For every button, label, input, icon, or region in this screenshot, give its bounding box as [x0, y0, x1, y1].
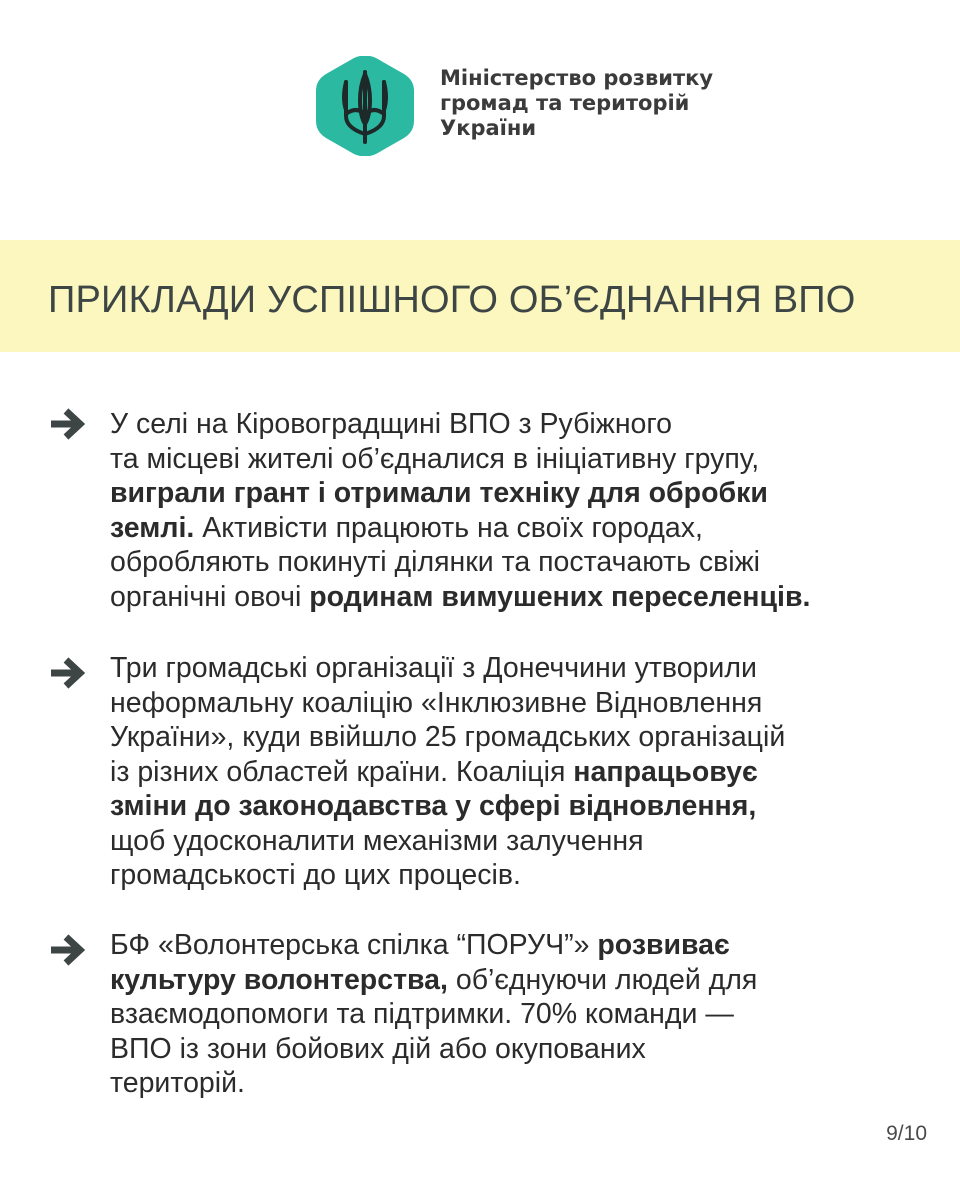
- text-line: [110, 789, 910, 824]
- bold-text: зміни до законодавства у сфері відновлення,: [110, 790, 757, 822]
- text-line: [110, 997, 910, 1032]
- text-run: органічні овочі: [110, 580, 310, 613]
- text-line: [110, 511, 910, 546]
- text-line: [110, 858, 910, 893]
- text-line: [110, 824, 910, 859]
- bold-text: виграли грант і отримали техніку для обробки: [110, 477, 768, 509]
- text-line: [110, 755, 910, 790]
- text-run: неформальну коаліцію «Інклюзивне Відновлення: [110, 686, 763, 719]
- text-run: обробляють покинуті ділянки та постачають свіжі: [110, 546, 760, 578]
- text-run: БФ «Волонтерська спілка “ПОРУЧ”»: [110, 929, 598, 961]
- text-line: [110, 963, 910, 998]
- text-run: громадськості до цих процесів.: [110, 859, 521, 891]
- text-run: ВПО із зони бойових дій або окупованих: [110, 1032, 646, 1065]
- arrow-right-icon: [48, 656, 86, 690]
- text-line: [110, 1066, 910, 1101]
- list-item-text: [110, 407, 910, 614]
- ministry-name-line: громад та територій: [440, 91, 690, 115]
- ministry-name: [440, 66, 713, 141]
- text-line: [110, 651, 910, 686]
- page-title: ПРИКЛАДИ УСПІШНОГО ОБ’ЄДНАННЯ ВПО: [48, 279, 856, 321]
- arrow-right-icon: [48, 933, 86, 967]
- page-number: 9/10: [886, 1122, 927, 1145]
- bold-text: розвиває: [597, 929, 730, 961]
- text-line: [110, 476, 910, 511]
- text-line: [110, 1032, 910, 1067]
- list-item-text: [110, 928, 910, 1101]
- text-run: об’єднуючи людей для: [447, 963, 758, 996]
- text-line: [110, 407, 910, 442]
- text-run: щоб удосконалити механізми залучення: [110, 824, 644, 857]
- text-line: [110, 442, 910, 477]
- text-line: [110, 686, 910, 721]
- bold-text: напрацьовує: [573, 755, 758, 788]
- ministry-name-line: України: [440, 116, 537, 140]
- text-run: У селі на Кіровоградщині ВПО з Рубіжного: [110, 408, 673, 440]
- ministry-name-line: Міністерство розвитку: [440, 66, 714, 90]
- text-line: [110, 580, 910, 615]
- text-run: взаємодопомоги та підтримки. 70% команди —: [110, 998, 734, 1030]
- bold-text: культуру волонтерства,: [110, 963, 448, 996]
- bold-text: землі.: [110, 511, 195, 544]
- text-run: та місцеві жителі об’єдналися в ініціативну групу,: [110, 442, 760, 475]
- text-line: [110, 545, 910, 580]
- text-run: Активісти працюють на своїх городах,: [194, 511, 703, 544]
- text-run: України», куди ввійшло 25 громадських організацій: [110, 721, 786, 753]
- text-line: [110, 720, 910, 755]
- bold-text: родинам вимушених переселенців.: [309, 580, 811, 613]
- text-line: [110, 928, 910, 963]
- header: [0, 0, 960, 240]
- text-run: територій.: [110, 1067, 245, 1099]
- arrow-right-icon: [48, 407, 86, 441]
- text-run: Три громадські організації з Донеччини утворили: [110, 652, 757, 684]
- list-item-text: [110, 651, 910, 893]
- ministry-logo: [316, 56, 414, 156]
- text-run: із різних областей країни. Коаліція: [110, 755, 574, 788]
